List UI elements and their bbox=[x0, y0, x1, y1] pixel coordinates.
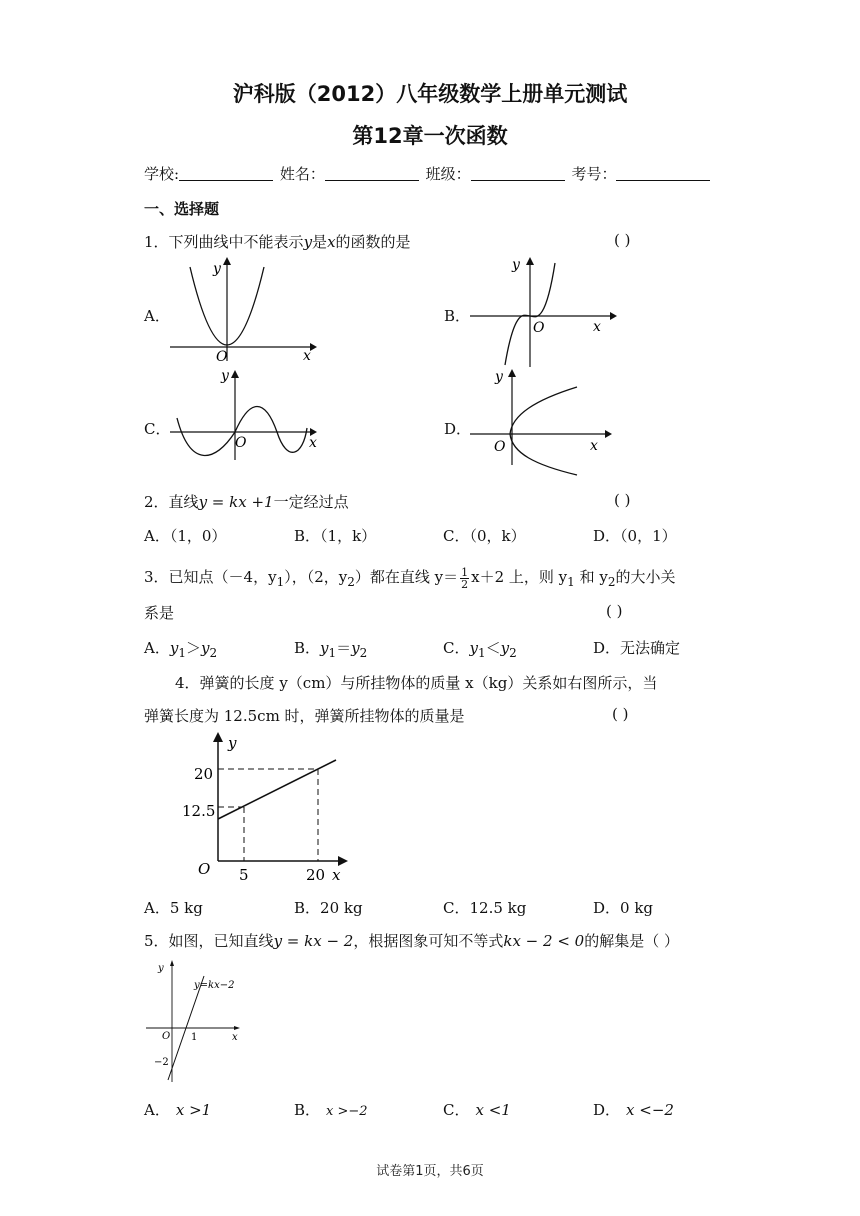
answer-paren: ( ) bbox=[606, 602, 623, 620]
svg-text:O: O bbox=[235, 435, 247, 451]
question-3-line2: 系是 bbox=[144, 604, 175, 622]
svg-text:12.5: 12.5 bbox=[182, 802, 216, 820]
graph-c-wave bbox=[165, 368, 325, 463]
chapter-subtitle: 第12章一次函数 bbox=[352, 124, 508, 148]
graph-d-sideways bbox=[465, 365, 625, 480]
svg-text:20: 20 bbox=[306, 866, 326, 884]
svg-text:y: y bbox=[495, 369, 503, 385]
number-label: 考号： bbox=[571, 165, 617, 183]
student-info-row bbox=[144, 163, 710, 184]
school-label: 学校: bbox=[144, 165, 180, 183]
option-b[interactable]: B．（1，k） bbox=[294, 527, 377, 545]
svg-text:y: y bbox=[221, 368, 229, 384]
svg-text:y: y bbox=[158, 963, 164, 974]
class-field[interactable] bbox=[471, 166, 565, 181]
page-footer: 试卷第1页，共6页 bbox=[376, 1164, 484, 1179]
option-d[interactable]: D．无法确定 bbox=[593, 639, 681, 657]
svg-text:y: y bbox=[213, 261, 221, 277]
answer-paren: ( ) bbox=[614, 231, 631, 249]
option-d[interactable]: D．（0，1） bbox=[593, 527, 677, 545]
svg-text:x: x bbox=[593, 319, 601, 335]
svg-text:x: x bbox=[590, 438, 598, 454]
question-1: 1．下列曲线中不能表示y是x的函数的是 bbox=[144, 233, 411, 251]
svg-text:x: x bbox=[232, 1032, 238, 1043]
svg-text:1: 1 bbox=[191, 1032, 198, 1043]
name-field[interactable] bbox=[325, 166, 419, 181]
option-a[interactable]: A． x >1 bbox=[144, 1101, 212, 1119]
option-label[interactable]: D． bbox=[444, 420, 472, 438]
option-c[interactable]: C．12.5 kg bbox=[443, 899, 527, 917]
name-label: 姓名： bbox=[279, 165, 325, 183]
graph-a-parabola bbox=[165, 255, 325, 365]
question-2: 2．直线y = kx +1一定经过点 bbox=[144, 493, 349, 511]
question-4: 4．弹簧的长度 y（cm）与所挂物体的质量 x（kg）关系如右图所示，当 bbox=[175, 674, 658, 692]
option-c[interactable]: C． x <1 bbox=[443, 1101, 511, 1119]
svg-text:O: O bbox=[198, 860, 211, 878]
svg-text:x: x bbox=[332, 866, 341, 884]
option-label[interactable]: C． bbox=[144, 420, 171, 438]
number-field[interactable] bbox=[616, 166, 710, 181]
question-4-line2: 弹簧长度为 12.5cm 时，弹簧所挂物体的质量是 bbox=[144, 707, 465, 725]
svg-text:y: y bbox=[228, 734, 237, 752]
svg-text:O: O bbox=[162, 1031, 171, 1042]
question-3: 3．已知点（－4，$y_1$），（2，$y_2$）都在直线 y＝ $\frac{1}{2}$ x＋2 上，则 $y_1$ 和 $y_2$的大小关 bbox=[144, 565, 676, 591]
answer-paren: ( ) bbox=[612, 705, 629, 723]
option-c[interactable]: C．（0，k） bbox=[443, 527, 526, 545]
option-d[interactable]: D．0 kg bbox=[593, 899, 654, 917]
answer-paren: ( ) bbox=[614, 491, 631, 509]
line-graph-q5 bbox=[144, 958, 254, 1086]
svg-text:x: x bbox=[303, 348, 311, 364]
graph-b-cubic bbox=[465, 255, 625, 370]
option-a[interactable]: A．（1，0） bbox=[144, 527, 227, 545]
svg-text:O: O bbox=[494, 439, 506, 455]
fraction-one-half: $\frac{1}{2}$ bbox=[461, 565, 469, 591]
exam-title: 沪科版（2012）八年级数学上册单元测试 bbox=[232, 82, 628, 106]
option-b[interactable]: B．20 kg bbox=[294, 899, 363, 917]
svg-text:O: O bbox=[533, 320, 545, 336]
option-d[interactable]: D． x <−2 bbox=[593, 1101, 674, 1119]
section-title: 一、选择题 bbox=[144, 200, 220, 218]
svg-text:O: O bbox=[216, 349, 228, 365]
spring-graph bbox=[180, 728, 360, 886]
svg-text:y=kx−2: y=kx−2 bbox=[194, 980, 235, 991]
svg-text:−2: −2 bbox=[154, 1057, 169, 1068]
school-field[interactable] bbox=[179, 166, 273, 181]
question-5: 5．如图，已知直线y = kx − 2，根据图象可知不等式kx − 2 < 0的解集是（ ） bbox=[144, 932, 679, 950]
option-label[interactable]: A． bbox=[144, 307, 170, 325]
option-c[interactable]: C．$y_1<y_2$ bbox=[443, 639, 517, 660]
class-label: 班级： bbox=[425, 165, 471, 183]
svg-text:20: 20 bbox=[194, 765, 214, 783]
option-label[interactable]: B． bbox=[444, 307, 471, 325]
svg-text:5: 5 bbox=[239, 866, 249, 884]
svg-text:x: x bbox=[309, 435, 317, 451]
option-b[interactable]: B．$y_1=y_2$ bbox=[294, 639, 368, 660]
option-a[interactable]: A．$y_1>y_2$ bbox=[144, 639, 218, 660]
option-b[interactable]: B． x >−2 bbox=[294, 1101, 368, 1119]
option-a[interactable]: A．5 kg bbox=[144, 899, 203, 917]
svg-text:y: y bbox=[512, 257, 520, 273]
